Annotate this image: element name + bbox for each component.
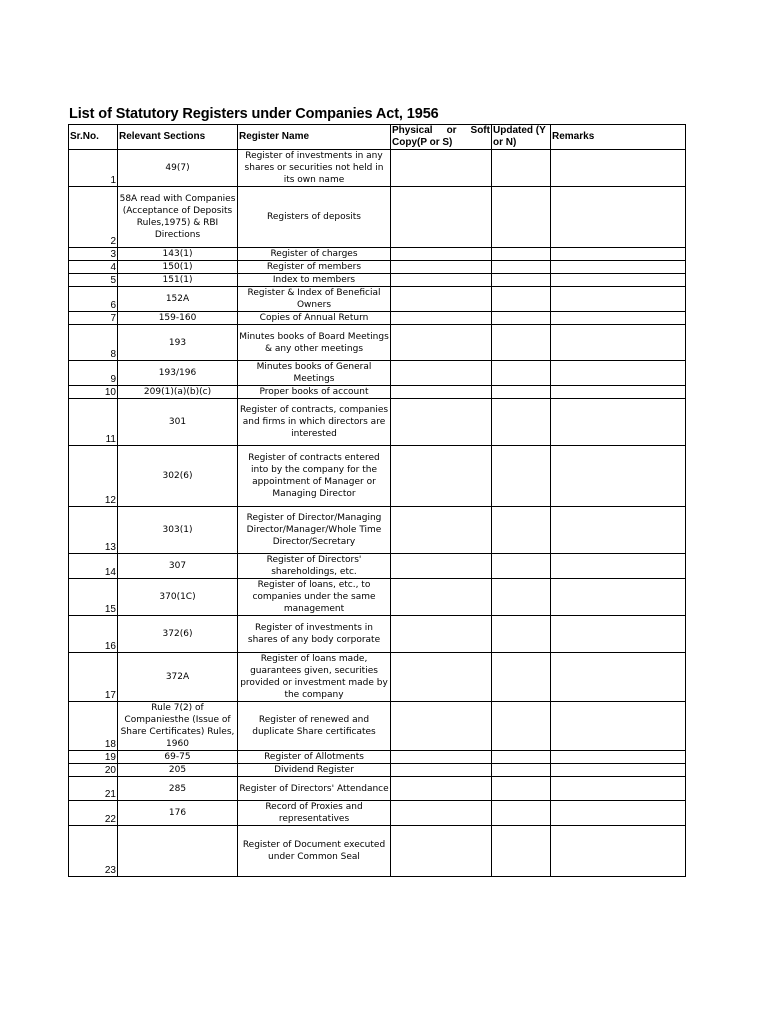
updated-cell <box>492 446 551 507</box>
physical-copy-cell <box>391 312 492 325</box>
table-row <box>69 187 686 248</box>
header-copy-label: Copy(P or S) <box>392 137 453 148</box>
remarks-cell <box>551 361 686 386</box>
header-remarks: Remarks <box>551 125 686 150</box>
physical-copy-cell <box>391 507 492 554</box>
physical-copy-cell <box>391 261 492 274</box>
header-physical-or-soft-copy <box>391 125 492 150</box>
sr-no-cell: 16 <box>69 616 118 653</box>
table-row <box>69 361 686 386</box>
section-cell: 285 <box>118 777 238 801</box>
updated-cell <box>492 554 551 579</box>
physical-copy-cell <box>391 287 492 312</box>
sr-no-cell: 15 <box>69 579 118 616</box>
physical-copy-cell <box>391 150 492 187</box>
remarks-cell <box>551 507 686 554</box>
header-register-name: Register Name <box>238 125 391 150</box>
sr-no-cell: 4 <box>69 261 118 274</box>
register-name-cell: Register of Document executed under Common Seal <box>238 826 391 877</box>
register-name-cell: Proper books of account <box>238 386 391 399</box>
physical-copy-cell <box>391 361 492 386</box>
updated-cell <box>492 386 551 399</box>
remarks-cell <box>551 653 686 702</box>
physical-copy-cell <box>391 325 492 361</box>
sr-no-cell: 23 <box>69 826 118 877</box>
physical-copy-cell <box>391 248 492 261</box>
physical-copy-cell <box>391 554 492 579</box>
section-cell: 205 <box>118 764 238 777</box>
register-name-cell: Register of contracts, companies and firms in which directors are interested <box>238 399 391 446</box>
section-cell: 143(1) <box>118 248 238 261</box>
remarks-cell <box>551 399 686 446</box>
table-row <box>69 325 686 361</box>
header-updated <box>492 125 551 150</box>
section-cell: 302(6) <box>118 446 238 507</box>
section-cell: 303(1) <box>118 507 238 554</box>
section-cell: 150(1) <box>118 261 238 274</box>
table-row <box>69 702 686 751</box>
physical-copy-cell <box>391 653 492 702</box>
sr-no-cell: 1 <box>69 150 118 187</box>
remarks-cell <box>551 274 686 287</box>
header-sr-no: Sr.No. <box>69 125 118 150</box>
table-row <box>69 446 686 507</box>
register-name-cell: Register & Index of Beneficial Owners <box>238 287 391 312</box>
updated-cell <box>492 261 551 274</box>
updated-cell <box>492 764 551 777</box>
section-cell: 159-160 <box>118 312 238 325</box>
remarks-cell <box>551 187 686 248</box>
table-row <box>69 399 686 446</box>
table-row <box>69 386 686 399</box>
sr-no-cell: 6 <box>69 287 118 312</box>
register-name-cell: Register of Directors' Attendance <box>238 777 391 801</box>
section-cell: 372(6) <box>118 616 238 653</box>
section-cell: 301 <box>118 399 238 446</box>
table-row <box>69 777 686 801</box>
register-name-cell: Register of contracts entered into by the company for the appointment of Manager or Managing Director <box>238 446 391 507</box>
remarks-cell <box>551 386 686 399</box>
sr-no-cell: 3 <box>69 248 118 261</box>
sr-no-cell: 18 <box>69 702 118 751</box>
updated-cell <box>492 751 551 764</box>
table-row <box>69 261 686 274</box>
table-row <box>69 274 686 287</box>
physical-copy-cell <box>391 801 492 826</box>
updated-cell <box>492 653 551 702</box>
section-cell: 151(1) <box>118 274 238 287</box>
register-name-cell: Minutes books of Board Meetings & any other meetings <box>238 325 391 361</box>
table-row <box>69 826 686 877</box>
updated-cell <box>492 507 551 554</box>
sr-no-cell: 11 <box>69 399 118 446</box>
section-cell: 49(7) <box>118 150 238 187</box>
section-cell: 69-75 <box>118 751 238 764</box>
register-name-cell: Index to members <box>238 274 391 287</box>
updated-cell <box>492 287 551 312</box>
sr-no-cell: 12 <box>69 446 118 507</box>
remarks-cell <box>551 764 686 777</box>
table-row <box>69 287 686 312</box>
section-cell: 152A <box>118 287 238 312</box>
physical-copy-cell <box>391 826 492 877</box>
header-or-word: or <box>446 125 457 136</box>
physical-copy-cell <box>391 579 492 616</box>
section-cell <box>118 826 238 877</box>
register-name-cell: Copies of Annual Return <box>238 312 391 325</box>
updated-cell <box>492 248 551 261</box>
section-cell: Rule 7(2) of Companiesthe (Issue of Share Certificates) Rules, 1960 <box>118 702 238 751</box>
table-row <box>69 751 686 764</box>
sr-no-cell: 9 <box>69 361 118 386</box>
table-row <box>69 616 686 653</box>
table-row <box>69 764 686 777</box>
section-cell: 193/196 <box>118 361 238 386</box>
section-cell: 193 <box>118 325 238 361</box>
section-cell: 176 <box>118 801 238 826</box>
table-row <box>69 507 686 554</box>
remarks-cell <box>551 248 686 261</box>
remarks-cell <box>551 751 686 764</box>
header-physical-word: Physical <box>392 125 433 136</box>
sr-no-cell: 17 <box>69 653 118 702</box>
remarks-cell <box>551 325 686 361</box>
header-updated-line1: Updated (Y <box>493 125 546 136</box>
sr-no-cell: 13 <box>69 507 118 554</box>
section-cell: 372A <box>118 653 238 702</box>
sr-no-cell: 19 <box>69 751 118 764</box>
header-relevant-sections: Relevant Sections <box>118 125 238 150</box>
updated-cell <box>492 361 551 386</box>
remarks-cell <box>551 554 686 579</box>
sr-no-cell: 21 <box>69 777 118 801</box>
table-row <box>69 554 686 579</box>
sr-no-cell: 8 <box>69 325 118 361</box>
register-name-cell: Register of members <box>238 261 391 274</box>
physical-copy-cell <box>391 274 492 287</box>
physical-copy-cell <box>391 446 492 507</box>
remarks-cell <box>551 826 686 877</box>
table-row <box>69 150 686 187</box>
remarks-cell <box>551 150 686 187</box>
header-updated-line2: or N) <box>493 137 517 148</box>
physical-copy-cell <box>391 751 492 764</box>
physical-copy-cell <box>391 764 492 777</box>
register-name-cell: Register of investments in shares of any body corporate <box>238 616 391 653</box>
updated-cell <box>492 826 551 877</box>
registers-table <box>68 124 686 877</box>
sr-no-cell: 20 <box>69 764 118 777</box>
remarks-cell <box>551 446 686 507</box>
updated-cell <box>492 150 551 187</box>
physical-copy-cell <box>391 777 492 801</box>
updated-cell <box>492 312 551 325</box>
register-name-cell: Register of charges <box>238 248 391 261</box>
register-name-cell: Register of Directors' shareholdings, etc. <box>238 554 391 579</box>
register-name-cell: Register of renewed and duplicate Share certificates <box>238 702 391 751</box>
physical-copy-cell <box>391 399 492 446</box>
section-cell: 307 <box>118 554 238 579</box>
updated-cell <box>492 777 551 801</box>
sr-no-cell: 7 <box>69 312 118 325</box>
section-cell: 370(1C) <box>118 579 238 616</box>
updated-cell <box>492 801 551 826</box>
remarks-cell <box>551 261 686 274</box>
remarks-cell <box>551 616 686 653</box>
remarks-cell <box>551 579 686 616</box>
section-cell: 58A read with Companies (Acceptance of Deposits Rules,1975) & RBI Directions <box>118 187 238 248</box>
register-name-cell: Registers of deposits <box>238 187 391 248</box>
updated-cell <box>492 325 551 361</box>
remarks-cell <box>551 312 686 325</box>
register-name-cell: Register of loans, etc., to companies under the same management <box>238 579 391 616</box>
physical-copy-cell <box>391 702 492 751</box>
physical-copy-cell <box>391 386 492 399</box>
table-row <box>69 801 686 826</box>
register-name-cell: Record of Proxies and representatives <box>238 801 391 826</box>
table-row <box>69 312 686 325</box>
remarks-cell <box>551 777 686 801</box>
sr-no-cell: 22 <box>69 801 118 826</box>
updated-cell <box>492 579 551 616</box>
remarks-cell <box>551 801 686 826</box>
updated-cell <box>492 274 551 287</box>
page-title: List of Statutory Registers under Companies Act, 1956 <box>69 106 439 122</box>
register-name-cell: Register of Director/Managing Director/Manager/Whole Time Director/Secretary <box>238 507 391 554</box>
table-row <box>69 653 686 702</box>
remarks-cell <box>551 287 686 312</box>
section-cell: 209(1)(a)(b)(c) <box>118 386 238 399</box>
register-name-cell: Register of Allotments <box>238 751 391 764</box>
header-row <box>69 125 686 150</box>
updated-cell <box>492 616 551 653</box>
table-row <box>69 579 686 616</box>
register-name-cell: Register of loans made, guarantees given, securities provided or investment made by the company <box>238 653 391 702</box>
updated-cell <box>492 399 551 446</box>
remarks-cell <box>551 702 686 751</box>
sr-no-cell: 2 <box>69 187 118 248</box>
sr-no-cell: 14 <box>69 554 118 579</box>
register-name-cell: Minutes books of General Meetings <box>238 361 391 386</box>
updated-cell <box>492 187 551 248</box>
updated-cell <box>492 702 551 751</box>
physical-copy-cell <box>391 616 492 653</box>
header-soft-word: Soft <box>470 125 490 136</box>
table-row <box>69 248 686 261</box>
register-name-cell: Register of investments in any shares or securities not held in its own name <box>238 150 391 187</box>
sr-no-cell: 5 <box>69 274 118 287</box>
register-name-cell: Dividend Register <box>238 764 391 777</box>
sr-no-cell: 10 <box>69 386 118 399</box>
physical-copy-cell <box>391 187 492 248</box>
